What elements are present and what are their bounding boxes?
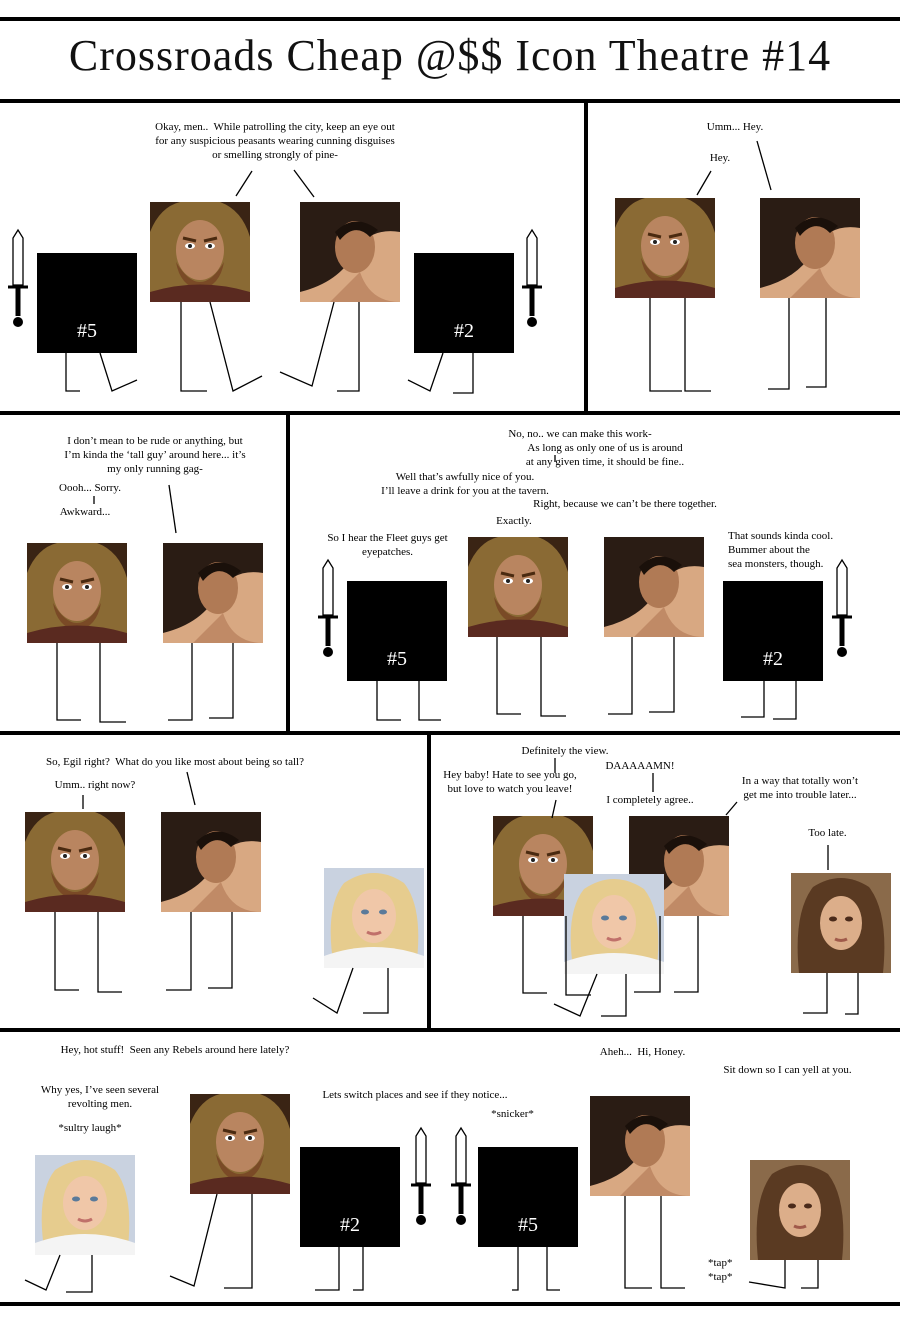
panel5-speech-1: So, Egil right? What do you like most about being so tall?: [46, 756, 304, 768]
panel2-speech-warrior: Hey.: [709, 152, 731, 164]
guard-number: #2: [340, 1214, 360, 1236]
panel7-speech-5: *snicker*: [491, 1108, 534, 1120]
guard-number: #2: [763, 648, 783, 670]
panel4-speech-1: No, no.. we can make this work-: [508, 428, 652, 440]
panel3-speech-warrior: Oooh... Sorry.: [59, 482, 121, 494]
guard-number: #5: [518, 1214, 538, 1236]
panel4-speech-7: That sounds kinda cool. Bummer about the sea monsters, though.: [728, 530, 834, 570]
panel7-speech-2: Why yes, I’ve seen several revolting men.: [40, 1084, 160, 1110]
panel7-speech-3: *sultry laugh*: [58, 1122, 122, 1134]
panel5-speech-2: Umm.. right now?: [54, 779, 136, 791]
sword-icon: [451, 1128, 471, 1225]
guard-number: #5: [387, 648, 407, 670]
panel6-speech-1: Definitely the view.: [521, 745, 609, 757]
panel4-speech-2: As long as only one of us is around at any given time, it should be fine..: [525, 442, 685, 468]
guard-number: #2: [454, 320, 474, 342]
panel4-speech-4: Right, because we can’t be there together.: [533, 498, 717, 510]
panel7-speech-6: Aheh... Hi, Honey.: [599, 1046, 686, 1058]
panel6-speech-5: In a way that totally won’t get me into trouble later...: [741, 775, 859, 801]
guard-number: #5: [77, 320, 97, 342]
panel7-speech-1: Hey, hot stuff! Seen any Rebels around here lately?: [60, 1044, 290, 1056]
panel4-speech-6: So I hear the Fleet guys get eyepatches.: [327, 532, 448, 558]
sword-icon: [522, 230, 542, 327]
panel3-speech-tall: I don’t mean to be rude or anything, but I’m kinda the ‘tall guy’ around here... it’s my only running gag-: [64, 435, 246, 475]
panel7-speech-7: Sit down so I can yell at you.: [723, 1064, 852, 1076]
panel6-speech-3: Hey baby! Hate to see you go, but love to watch you leave!: [443, 769, 577, 795]
panel6-speech-6: Too late.: [808, 827, 847, 839]
panel7-speech-8: *tap* *tap*: [708, 1257, 733, 1283]
panel3-speech-awkward: Awkward...: [59, 506, 111, 518]
panel6-speech-2: DAAAAAMN!: [605, 760, 675, 772]
panel4-speech-3: Well that’s awfully nice of you. I’ll leave a drink for you at the tavern.: [381, 471, 549, 497]
panel7-speech-4: Lets switch places and see if they notice...: [322, 1089, 508, 1101]
sword-icon: [318, 560, 338, 657]
sword-icon: [832, 560, 852, 657]
comic-title: Crossroads Cheap @$$ Icon Theatre #14: [68, 31, 832, 80]
panel2-speech-tall: Umm... Hey.: [706, 121, 764, 133]
panel4-speech-5: Exactly.: [496, 515, 532, 527]
sword-icon: [411, 1128, 431, 1225]
panel1-speech: Okay, men.. While patrolling the city, keep an eye out for any suspicious peasants wearing cunning disguises or smelling strongly of pine-: [155, 121, 395, 161]
panel6-speech-4: I completely agree..: [606, 794, 694, 806]
sword-icon: [8, 230, 28, 327]
